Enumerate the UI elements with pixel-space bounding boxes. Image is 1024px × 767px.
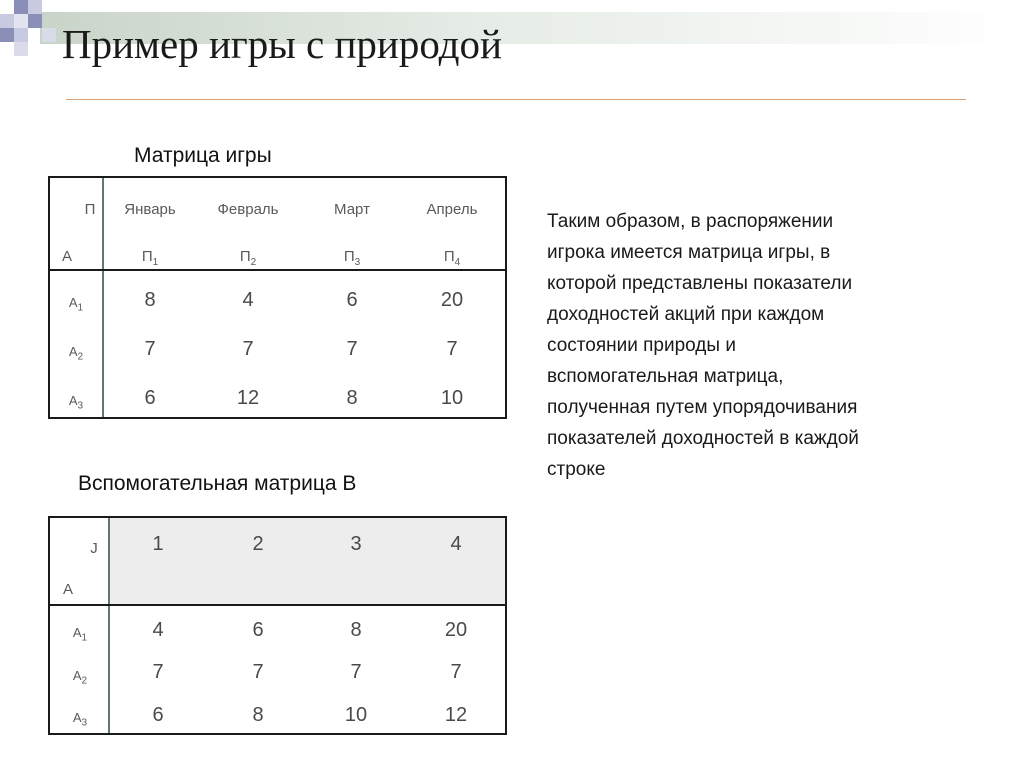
matrix-cell: 7 (346, 338, 358, 360)
month-header: Январь (124, 201, 176, 218)
column-index: 3 (350, 533, 362, 555)
matrix-cell: 12 (236, 387, 260, 409)
row-label: $А_2$ (68, 344, 84, 363)
matrix-cell: 8 (144, 289, 156, 311)
slide-title: Пример игры с природой (62, 21, 502, 67)
matrix-cell: 6 (144, 387, 156, 409)
matrix-cell: 7 (450, 661, 462, 683)
row-axis-label: А (61, 248, 73, 265)
matrix-cell: 10 (440, 387, 464, 409)
corner-decoration (0, 0, 60, 60)
header-divider (50, 604, 505, 606)
row-label: $А_1$ (72, 625, 88, 644)
matrix-cell: 20 (440, 289, 464, 311)
row-label: $А_3$ (72, 710, 88, 729)
matrix-cell: 7 (144, 338, 156, 360)
matrix-cell: 7 (252, 661, 264, 683)
game-matrix-heading: Матрица игры (134, 144, 272, 167)
row-label: $А_1$ (68, 295, 84, 314)
title-divider (66, 99, 966, 100)
matrix-cell: 6 (346, 289, 358, 311)
matrix-cell: 10 (344, 704, 368, 726)
matrix-cell: 7 (242, 338, 254, 360)
matrix-cell: 4 (152, 619, 164, 641)
row-stub-divider (108, 518, 110, 733)
matrix-cell: 8 (252, 704, 264, 726)
matrix-cell: 20 (444, 619, 468, 641)
matrix-cell: 7 (446, 338, 458, 360)
description-text: Таким образом, в распоряжении игрока имеется матрица игры, в которой представлены показатели доходностей акций при каждом состоянии природы и вспомогательная матрица, полученная путем упорядочивания показателей доходностей в каждой строке (547, 211, 859, 480)
header-divider (50, 269, 505, 271)
strategy-header: $П_3$ (343, 248, 361, 268)
matrix-cell: 6 (152, 704, 164, 726)
row-label: $А_2$ (72, 668, 88, 687)
col-axis-label: J (90, 540, 98, 557)
matrix-cell: 8 (346, 387, 358, 409)
header-shading (110, 518, 505, 604)
matrix-cell: 4 (242, 289, 254, 311)
row-stub-divider (102, 178, 104, 417)
aux-matrix-table (48, 516, 507, 735)
month-header: Апрель (426, 201, 478, 218)
col-axis-label: П (84, 201, 96, 218)
row-label: $А_3$ (68, 393, 84, 412)
matrix-cell: 7 (350, 661, 362, 683)
matrix-cell: 6 (252, 619, 264, 641)
column-index: 2 (252, 533, 264, 555)
column-index: 4 (450, 533, 462, 555)
strategy-header: $П_2$ (239, 248, 257, 268)
column-index: 1 (152, 533, 164, 555)
month-header: Февраль (217, 201, 279, 218)
aux-matrix-heading: Вспомогательная матрица В (78, 472, 357, 495)
matrix-cell: 7 (152, 661, 164, 683)
row-axis-label: А (62, 581, 74, 598)
strategy-header: $П_1$ (141, 248, 159, 268)
month-header: Март (334, 201, 370, 218)
strategy-header: $П_4$ (443, 248, 461, 268)
matrix-cell: 12 (444, 704, 468, 726)
matrix-cell: 8 (350, 619, 362, 641)
game-matrix-table (48, 176, 507, 419)
